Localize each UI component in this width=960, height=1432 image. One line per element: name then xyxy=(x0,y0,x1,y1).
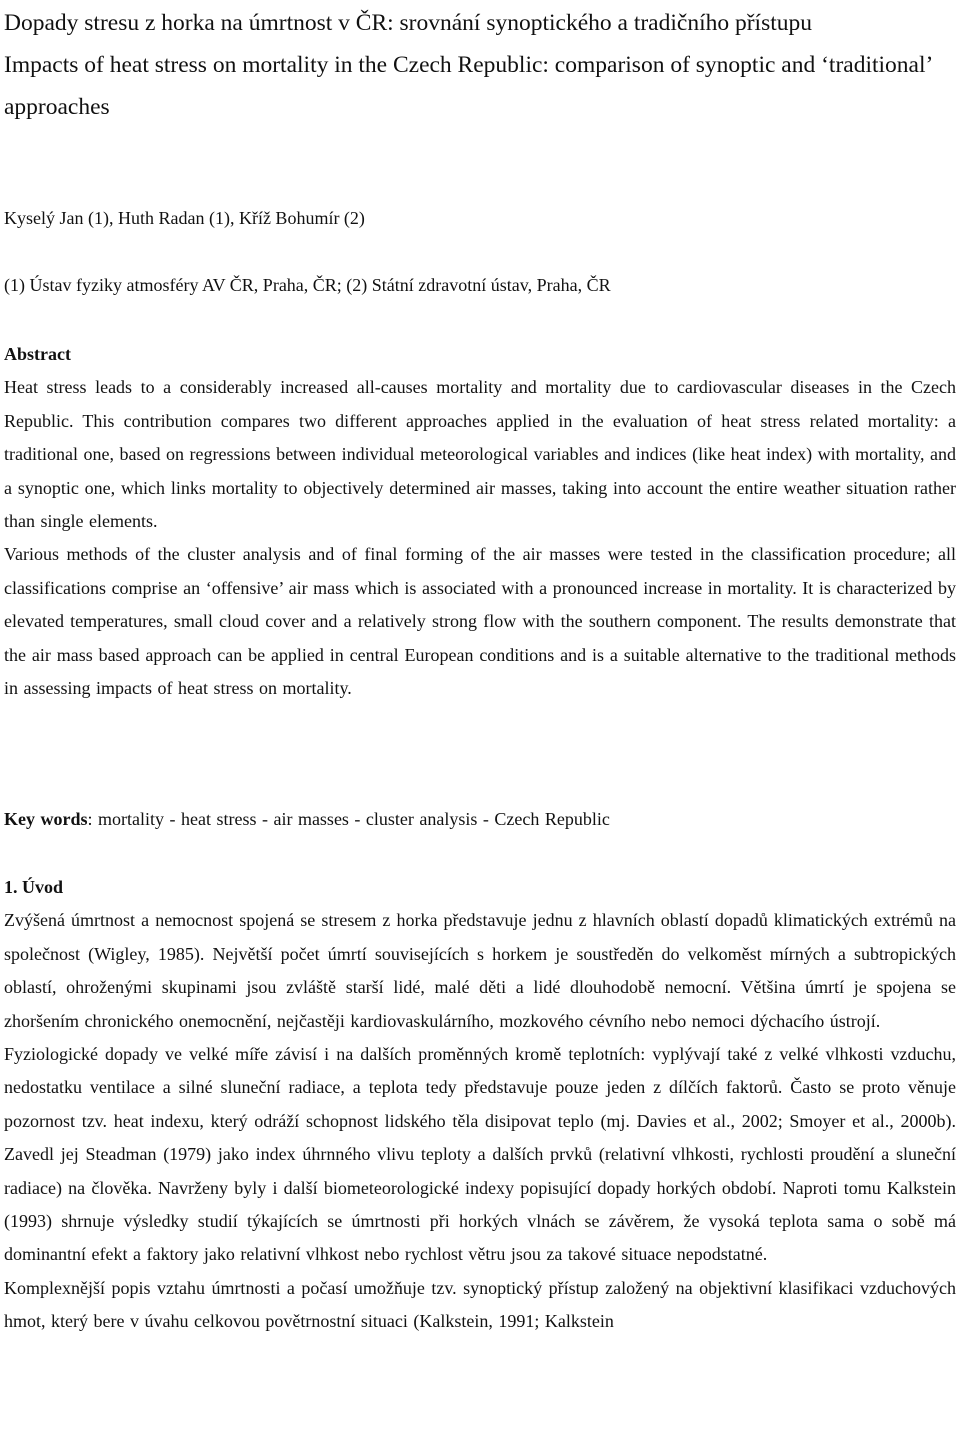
title-english: Impacts of heat stress on mortality in the Czech Republic: comparison of synoptic and ‘traditional’ approaches xyxy=(4,52,932,120)
keywords-line xyxy=(4,803,956,836)
section-1-paragraph-2: Fyziologické dopady ve velké míře závisí i na dalších proměnných kromě teplotních: vyplývají také z velké vlhkosti vzduchu, nedostatku ventilace a silné sluneční radiace, a teplota tedy představuje pouze jeden z dílčích faktorů. Často se proto věnuje pozornost tzv. heat indexu, který odráží schopnost lidského těla disipovat teplo (mj. Davies et al., 2002; Smoyer et al., 2000b). Zavedl jej Steadman (1979) jako index úhrnného vlivu teploty a dalších prvků (relativní vlhkosti, rychlosti proudění a sluneční radiace) na člověka. Navrženy byly i další biometeorologické indexy popisující dopady horkých období. Naproti tomu Kalkstein (1993) shrnuje výsledky studií týkajících se úmrtnosti při horkých vlnách se závěrem, že vysoká teplota sama o sobě má dominantní efekt a faktory jako relativní vlhkost nebo rychlost větru jsou za takové situace nepodstatné. xyxy=(4,1044,956,1265)
affiliations: (1) Ústav fyziky atmosféry AV ČR, Praha, ČR; (2) Státní zdravotní ústav, Praha, ČR xyxy=(4,275,611,295)
abstract-paragraph-1: Heat stress leads to a considerably increased all-causes mortality and mortality due to cardiovascular diseases in the Czech Republic. This contribution compares two different approaches applied in the evaluation of heat stress related mortality: a traditional one, based on regressions between individual meteorological variables and indices (like heat index) with mortality, and a synoptic one, which links mortality to objectively determined air masses, taking into account the entire weather situation rather than single elements. xyxy=(4,377,956,532)
section-1-paragraph-3: Komplexnější popis vztahu úmrtnosti a počasí umožňuje tzv. synoptický přístup založený na objektivní klasifikaci vzduchových hmot, který bere v úvahu celkovou povětrnostní situaci (Kalkstein, 1991; Kalkstein xyxy=(4,1277,956,1332)
keywords-section xyxy=(4,803,956,836)
keywords-text: : mortality - heat stress - air masses - cluster analysis - Czech Republic xyxy=(87,809,610,829)
document-page xyxy=(4,2,956,1332)
abstract-section xyxy=(4,338,956,705)
section-1-heading: 1. Úvod xyxy=(4,877,64,897)
title-czech: Dopady stresu z horka na úmrtnost v ČR: srovnání synoptického a tradičního přístupu xyxy=(4,10,813,36)
authors: Kyselý Jan (1), Huth Radan (1), Kříž Bohumír (2) xyxy=(4,208,365,228)
section-1-paragraph-1: Zvýšená úmrtnost a nemocnost spojená se stresem z horka představuje jednu z hlavních oblastí dopadů klimatických extrémů na společnost (Wigley, 1985). Největší počet úmrtí souvisejících s horkem je soustředěn do velkoměst mírných a subtropických oblastí, ohroženými skupinami jsou zvláště starší lidé, malé děti a lidé dlouhodobě nemocní. Většina úmrtí je spojena se zhoršením chronického onemocnění, nejčastěji kardiovaskulárního, mozkového cévního nebo nemoci dýchacího ústrojí. xyxy=(4,910,956,1031)
section-1-introduction xyxy=(4,871,956,1339)
abstract-paragraph-2: Various methods of the cluster analysis and of final forming of the air masses were tested in the classification procedure; all classifications comprise an ‘offensive’ air mass which is associated with a pronounced increase in mortality. It is characterized by elevated temperatures, small cloud cover and a relatively strong flow with the southern component. The results demonstrate that the air mass based approach can be applied in central European conditions and is a suitable alternative to the traditional methods in assessing impacts of heat stress on mortality. xyxy=(4,544,956,699)
keywords-label: Key words xyxy=(4,809,88,829)
abstract-heading: Abstract xyxy=(4,344,71,364)
